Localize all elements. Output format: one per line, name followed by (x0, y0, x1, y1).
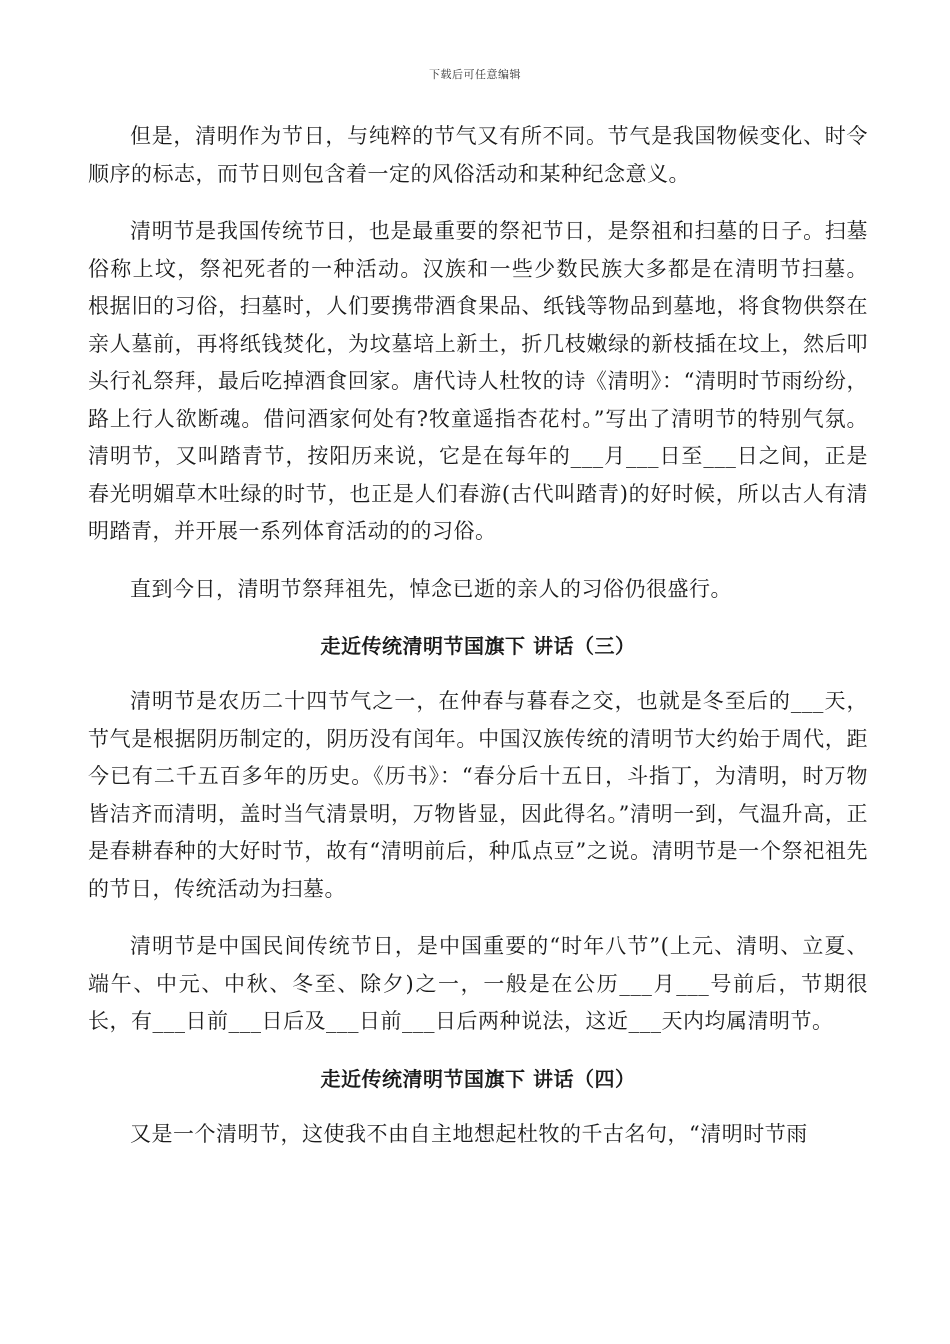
paragraph: 清明节是我国传统节日，也是最重要的祭祀节日，是祭祖和扫墓的日子。扫墓俗称上坟，祭祀死者的一种活动。汉族和一些少数民族大多都是在清明节扫墓。 根据旧的习俗，扫墓时，人们要携带酒食果品、纸钱等物品到墓地，将食物供祭在亲人墓前，再将纸钱焚化，为坟墓培上新土，折几枝嫩绿的新枝插在坟上，然后叩头行礼祭拜，最后吃掉酒食回家。唐代诗人杜牧的诗《清明》：“清明时节雨纷纷，路上行人欲断魂。借问酒家何处有?牧童遥指杏花村。”写出了清明节的特别气氛。 清明节，又叫踏青节，按阳历来说，它是在每年的___月___日至___日之间，正是春光明媚草木吐绿的时节，也正是人们春游(古代叫踏青)的好时候，所以古人有清明踏青，并开展一系列体育活动的的习俗。 (88, 219, 868, 543)
paragraph: 又是一个清明节，这使我不由自主地想起杜牧的千古名句，“清明时节雨 (130, 1121, 808, 1146)
page-header-note: 下载后可任意编辑 (429, 68, 521, 81)
paragraph: 清明节是中国民间传统节日，是中国重要的“时年八节”(上元、清明、立夏、端午、中元、中秋、冬至、除夕)之一，一般是在公历___月___号前后，节期很长，有___日前___日后及___日前___日后两种说法，这近___天内均属清明节。 (88, 934, 868, 1033)
section-heading-3: 走近传统清明节国旗下 讲话（三） (320, 634, 636, 658)
paragraph: 直到今日，清明节祭拜祖先，悼念已逝的亲人的习俗仍很盛行。 (130, 576, 732, 601)
section-heading-4: 走近传统清明节国旗下 讲话（四） (320, 1066, 636, 1091)
document-body (88, 118, 868, 1173)
paragraph: 但是，清明作为节日，与纯粹的节气又有所不同。节气是我国物候变化、时令顺序的标志，而节日则包含着一定的风俗活动和某种纪念意义。 (88, 124, 868, 186)
paragraph: 清明节是农历二十四节气之一，在仲春与暮春之交，也就是冬至后的___天，节气是根据阴历制定的，阴历没有闰年。中国汉族传统的清明节大约始于周代，距今已有二千五百多年的历史。《历书》：“春分后十五日，斗指丁，为清明，时万物皆洁齐而清明，盖时当气清景明，万物皆显，因此得名。”清明一到，气温升高，正是春耕春种的大好时节，故有“清明前后，种瓜点豆”之说。清明节是一个祭祀祖先的节日，传统活动为扫墓。 (88, 689, 868, 901)
